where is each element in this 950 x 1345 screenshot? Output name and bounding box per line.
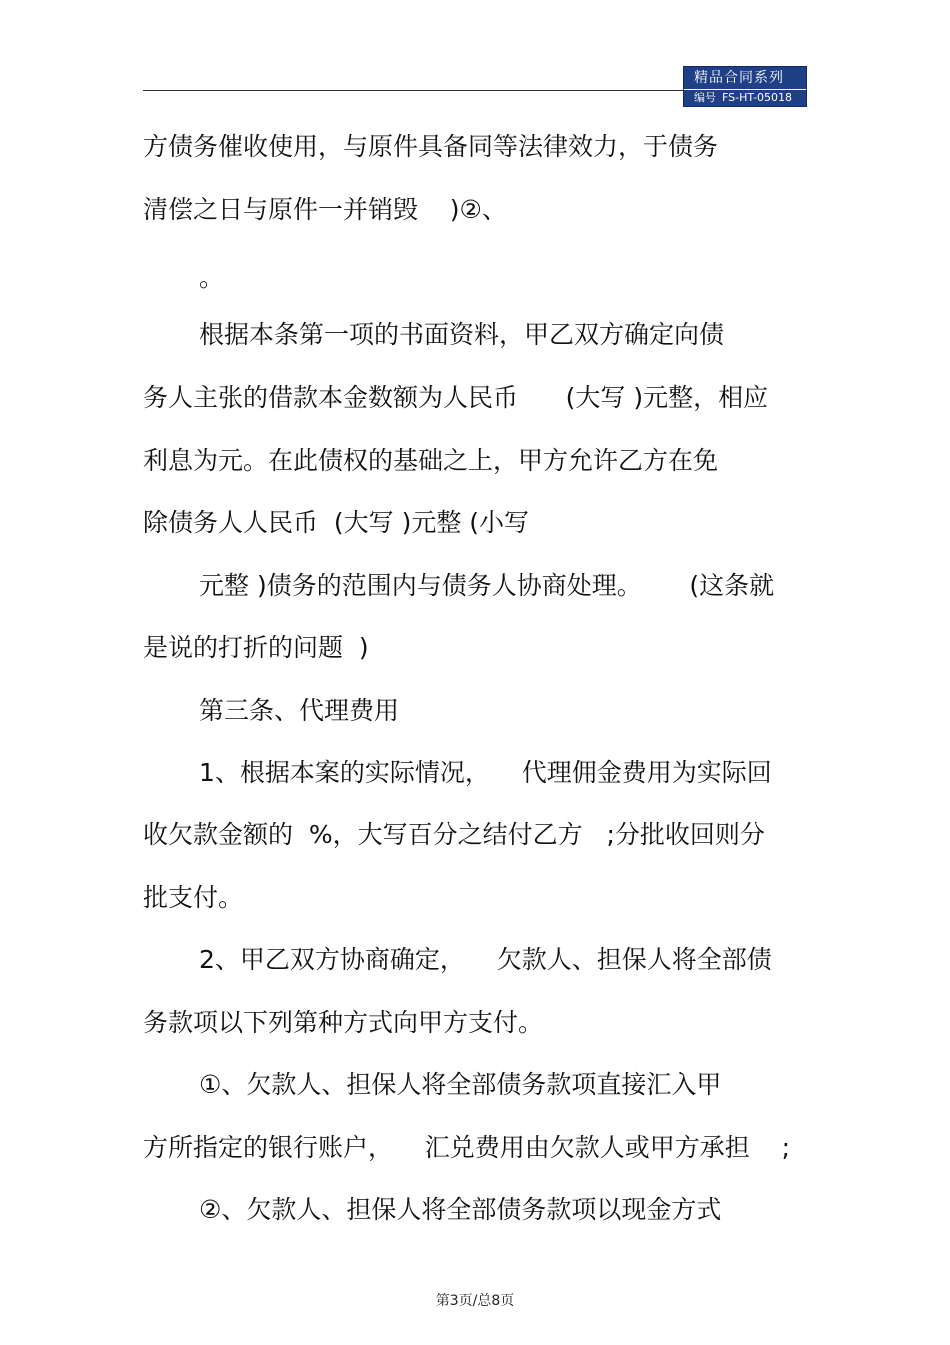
body-line: 务款项以下列第种方式向甲方支付。 [143, 1008, 544, 1037]
badge-code [694, 91, 792, 105]
page-indicator: 第3页/总8页 [435, 1293, 515, 1309]
badge-code-value: FS-HT-05018 [722, 91, 793, 104]
series-badge [683, 66, 807, 107]
body-line: 第三条、代理费用 [199, 696, 400, 725]
body-line: ②、欠款人、担保人将全部债务款项以现金方式 [199, 1195, 722, 1224]
badge-title: 精品合同系列 [694, 70, 784, 86]
header-rule [143, 90, 683, 91]
body-line: 是说的打折的问题 ) [143, 633, 369, 662]
body-line: 清偿之日与原件一并销毁 )②、 [143, 195, 507, 224]
body-line: 务人主张的借款本金数额为人民币 (大写 )元整，相应 [143, 383, 769, 412]
body-line: ①、欠款人、担保人将全部债务款项直接汇入甲 [199, 1070, 722, 1099]
body-line: 方所指定的银行账户， 汇兑费用由欠款人或甲方承担 ; [143, 1133, 790, 1162]
body-line: 2、甲乙双方协商确定， 欠款人、担保人将全部债 [199, 945, 772, 974]
badge-divider [684, 89, 806, 90]
badge-code-label: 编号 [694, 91, 716, 104]
body-line: 批支付。 [143, 883, 244, 912]
body-line: 收欠款金额的 %，大写百分之结付乙方 ;分批收回则分 [143, 820, 765, 849]
body-line: 。 [199, 263, 225, 292]
body-line: 利息为元。在此债权的基础之上，甲方允许乙方在免 [143, 446, 719, 475]
body-line: 元整 )债务的范围内与债务人协商处理。 (这条就 [199, 571, 775, 600]
body-line: 1、根据本案的实际情况， 代理佣金费用为实际回 [199, 758, 772, 787]
body-line: 方债务催收使用，与原件具备同等法律效力，于债务 [143, 132, 719, 161]
body-line: 除债务人人民币 (大写 )元整 (小写 [143, 508, 530, 537]
body-line: 根据本条第一项的书面资料，甲乙双方确定向债 [199, 320, 725, 349]
